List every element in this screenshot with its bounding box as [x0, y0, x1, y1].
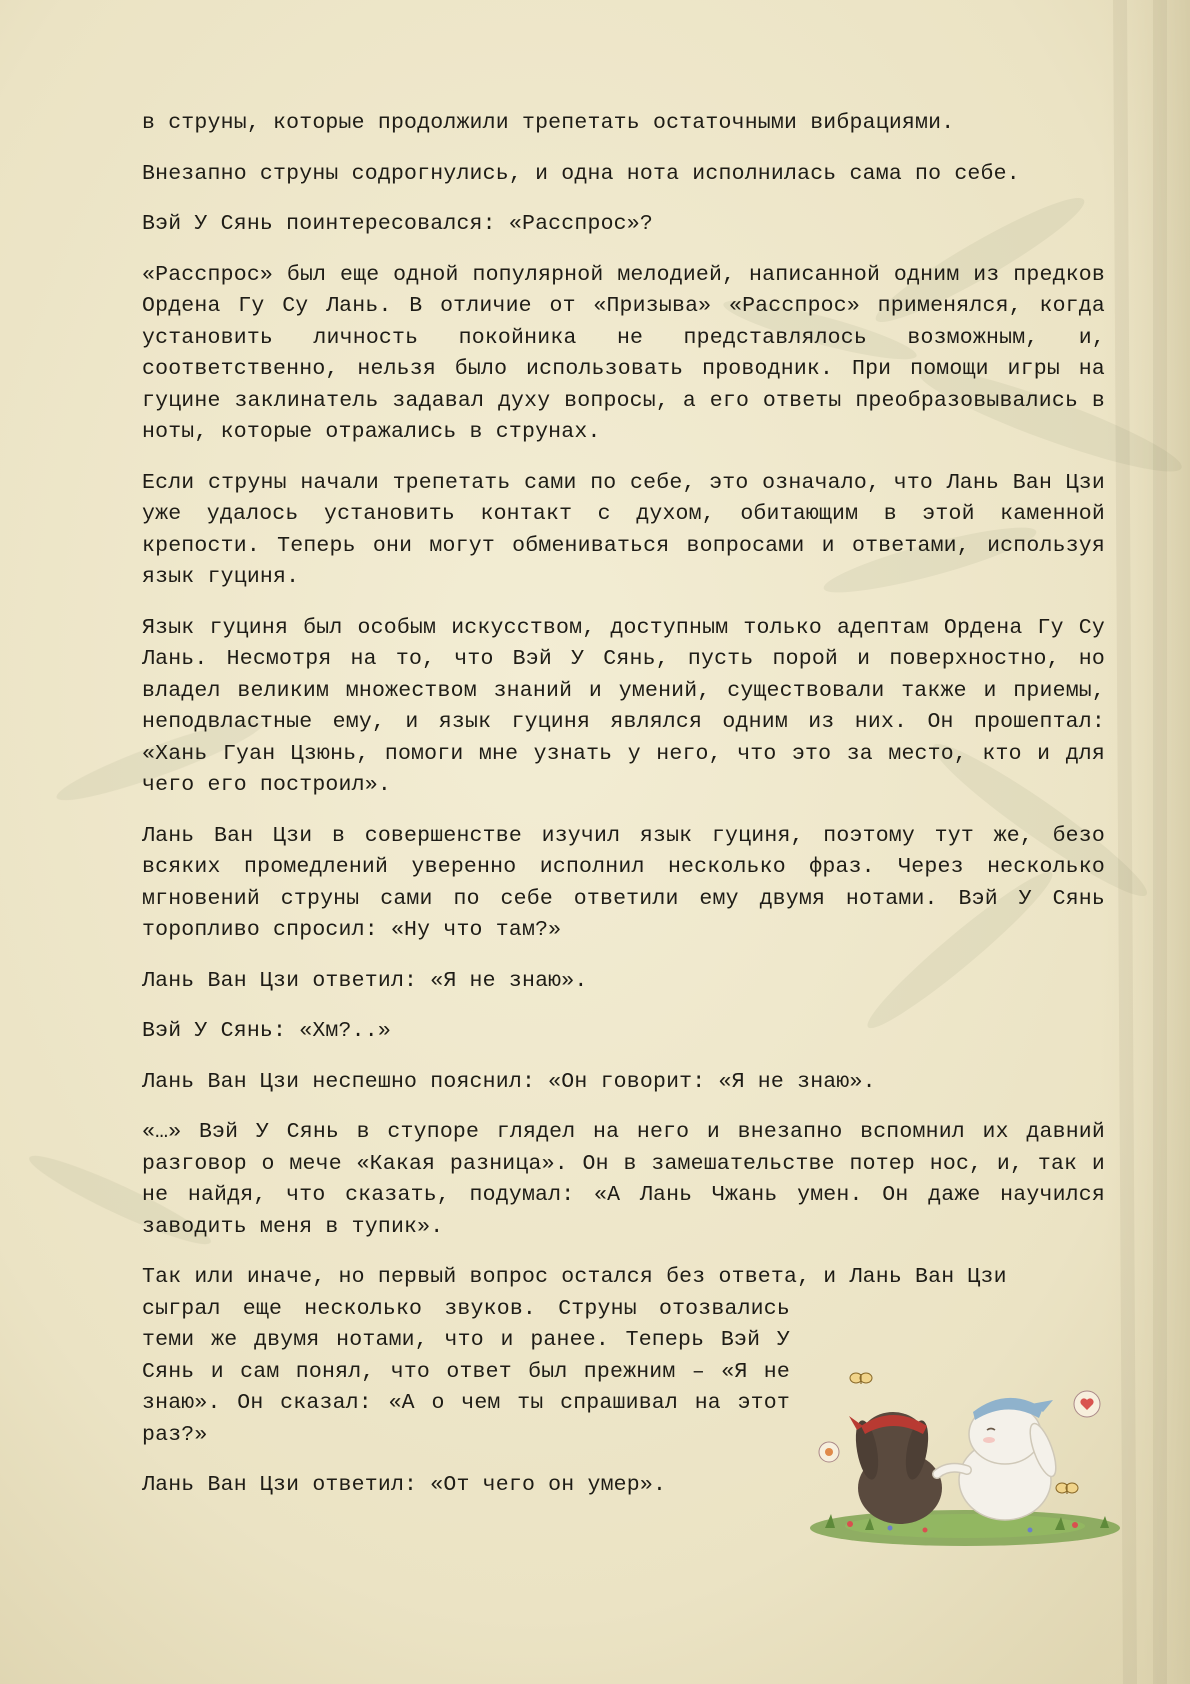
last-paragraph: Лань Ван Цзи ответил: «От чего он умер». [142, 1473, 667, 1497]
paragraph: Лань Ван Цзи неспешно пояснил: «Он говорит: «Я не знаю». [142, 1069, 876, 1094]
paragraph: Вэй У Сянь: «Хм?..» [142, 1019, 391, 1043]
paragraph: Язык гуциня был особым искусством, доступным только адептам Ордена Гу Су Лань. Несмотря на то, что Вэй У Сянь, пусть порой и поверхностно, но владел великим множеством знаний и умений, существовали также и приемы, неподвластные ему, и язык гуциня являлся одним из них. Он прошептал: «Хань Гуан Цзюнь, помоги мне узнать у него, что это за место, кто и для чего его построил». [142, 615, 1105, 797]
paragraph: «Расспрос» был еще одной популярной мелодией, написанной одним из предков Ордена Гу Су Лань. В отличие от «Призыва» «Расспрос» применялся, когда установить личность покойника не представлялось возможным, и, соответственно, нельзя было использовать проводник. При помощи игры на гуцине заклинатель задавал духу вопросы, а его ответы преобразовывались в ноты, которые отражались в струнах. [142, 262, 1105, 444]
paragraph: Лань Ван Цзи в совершенстве изучил язык гуциня, поэтому тут же, безо всяких промедлений уверенно исполнил несколько фраз. Через несколько мгновений струны сами по себе ответили ему двумя нотами. Вэй У Сянь торопливо спросил: «Ну что там?» [142, 823, 1105, 942]
paragraph: Лань Ван Цзи ответил: «Я не знаю». [142, 968, 588, 993]
wrapped-paragraph-rest: сыграл еще несколько звуков. Струны отозвались теми же двумя нотами, что и ранее. Теперь Вэй У Сянь и сам понял, что ответ был прежним – «Я не знаю». Он сказал: «А о чем ты спрашивал на этот раз?» [142, 1296, 790, 1447]
paragraph: Внезапно струны содрогнулись, и одна нота исполнилась сама по себе. [142, 161, 1020, 186]
paragraph: Вэй У Сянь поинтересовался: «Расспрос»? [142, 212, 653, 236]
document-body [142, 108, 1105, 1521]
bunnies-illustration-icon [805, 1360, 1125, 1550]
paragraph: «…» Вэй У Сянь в ступоре глядел на него и внезапно вспомнил их давний разговор о мече «Какая разница». Он в замешательстве потер нос, и, так и не найдя, что сказать, подумал: «А Лань Чжань умен. Он даже научился заводить меня в тупик». [142, 1120, 1105, 1239]
paragraph: Если струны начали трепетать сами по себе, это означало, что Лань Ван Цзи уже удалось установить контакт с духом, обитающим в этой каменной крепости. Теперь они могут обмениваться вопросами и ответами, используя язык гуциня. [142, 470, 1105, 589]
paragraph: в струны, которые продолжили трепетать остаточными вибрациями. [142, 111, 955, 135]
wrapped-paragraph-first-line: Так или иначе, но первый вопрос остался без ответа, и Лань Ван Цзи [142, 1265, 1007, 1289]
